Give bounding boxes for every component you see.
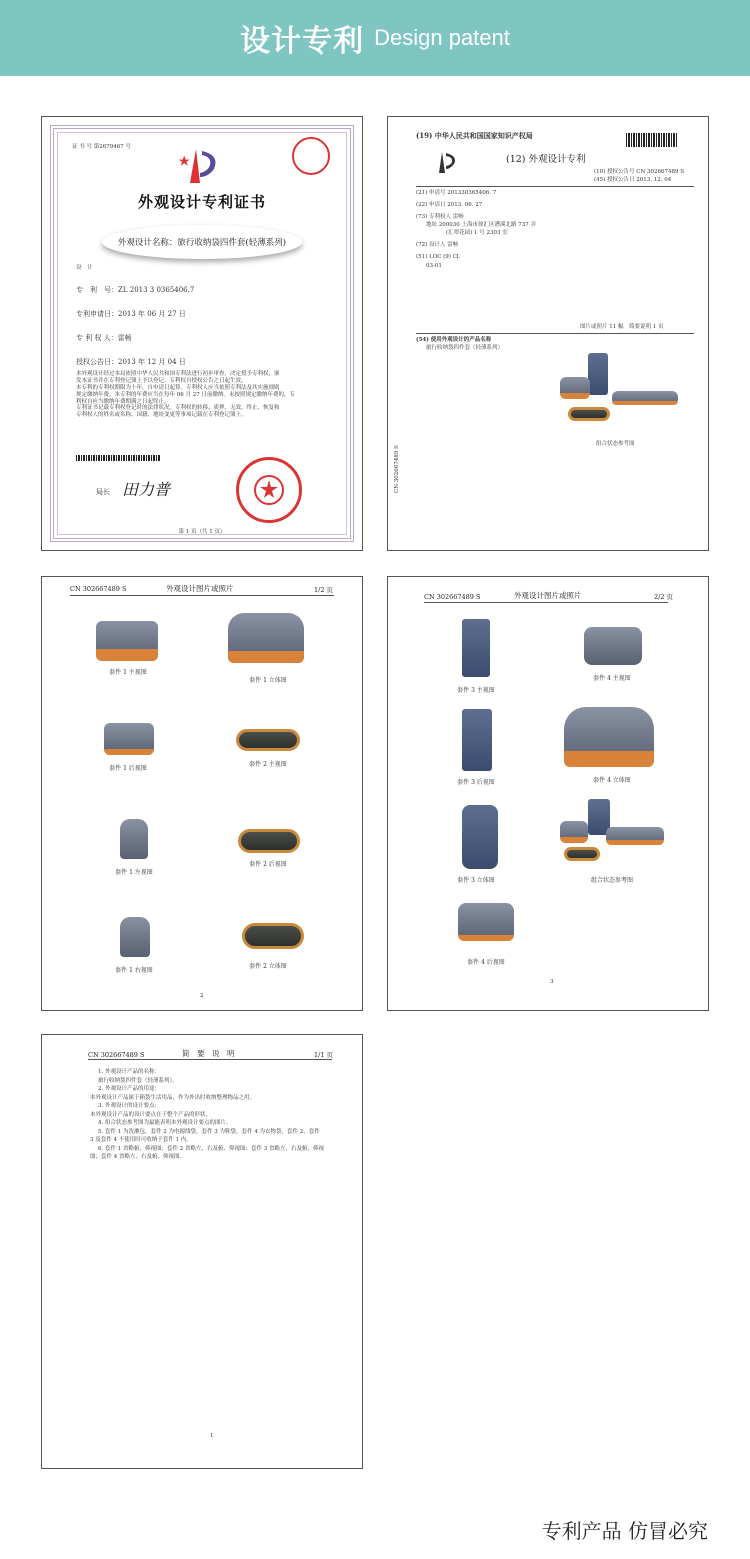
bag-clothes xyxy=(612,391,678,405)
design-photos-page-2 xyxy=(387,576,709,1011)
product-name: 旅行收纳袋四件套（轻薄系列） xyxy=(426,345,504,351)
brief-line: 图；套件 4 省略左、右及俯、仰视图。 xyxy=(90,1154,185,1161)
designer-line: 设 计 xyxy=(76,265,93,271)
director-label: 局长 xyxy=(96,488,110,496)
publication-number: (10) 授权公告号 CN 302667489 S xyxy=(594,169,685,175)
kit3-front-view xyxy=(462,619,490,677)
body-line: 规定缴纳年费。本专利的年费应当在每年 06 月 27 日前缴纳。未按照规定缴纳年费的，专 xyxy=(76,391,295,398)
caption-combination: 组合状态参考图 xyxy=(590,877,633,884)
certificate-title: 外观设计专利证书 xyxy=(137,193,266,211)
kit1-3d-view xyxy=(228,613,304,663)
caption-kit4-front: 套件 4 主视图 xyxy=(593,675,631,682)
publication-date: (45) 授权公告日 2013. 12. 04 xyxy=(594,177,672,183)
bag-toiletry xyxy=(560,377,590,399)
page-number: 1 xyxy=(210,1433,214,1439)
publication-barcode xyxy=(626,133,678,147)
reference-caption: 组合状态参考图 xyxy=(596,441,635,447)
caption-kit1-3d: 套件 1 立体图 xyxy=(249,677,287,684)
publication-logo xyxy=(432,151,462,175)
grant-date: 授权公告日：2013 年 12 月 04 日 xyxy=(76,358,186,366)
photos-title: 外观设计图片或照片 xyxy=(166,584,234,593)
kit4-back-view xyxy=(458,903,514,941)
director-signature: 田力普 xyxy=(122,480,171,499)
filing-date: 专利申请日：2013 年 06 月 27 日 xyxy=(76,310,186,318)
page-number: 3 xyxy=(550,979,554,985)
brief-body xyxy=(90,1068,338,1162)
caption-kit4-3d: 套件 4 立体图 xyxy=(593,777,631,784)
designer: (72) 设计人 雷畅 xyxy=(416,242,459,248)
caption-kit1-right: 套件 1 右视图 xyxy=(115,967,153,974)
patent-number: 专 利 号：ZL 2013 3 0365406.7 xyxy=(76,286,195,294)
application-number: (21) 申请号 201330365406. 7 xyxy=(416,190,497,196)
certificate-barcode xyxy=(76,455,160,461)
brief-line: 6. 套件 1 省略俯、仰视图；套件 2 省略左、右及俯、仰视图；套件 3 省略左、右及俯、仰视 xyxy=(98,1145,324,1152)
side-code: CN 302667489 S xyxy=(394,445,400,493)
brief-description xyxy=(41,1034,363,1469)
header-rule xyxy=(416,186,694,187)
body-line: 利权自应当缴纳年费期满之日起终止。 xyxy=(76,398,170,405)
kit3-3d-view xyxy=(462,805,498,869)
page-banner xyxy=(0,0,750,76)
document-type: (12) 外观设计专利 xyxy=(506,154,586,165)
certificate-footer: 第 1 页（共 1 页） xyxy=(178,529,226,535)
patent-office-logo xyxy=(176,147,228,187)
kit2-front-view xyxy=(236,729,300,751)
application-date: (22) 申请日 2013. 06. 27 xyxy=(416,202,483,208)
certificate-number: 证 书 号 第2679467 号 xyxy=(72,144,131,150)
banner-title-en: Design patent xyxy=(374,25,510,50)
doc-number: CN 302667489 S xyxy=(70,585,127,593)
design-photos-page-1 xyxy=(41,576,363,1011)
brief-line: 3 及套件 4 不使用时可收纳于套件 1 内。 xyxy=(90,1137,192,1144)
brief-line: 本外观设计产品属于箱袋生活用品，作为外出时收纳整理物品之用。 xyxy=(90,1094,256,1101)
photos-title: 外观设计图片或照片 xyxy=(514,591,582,600)
page-count: 2/2 页 xyxy=(654,593,674,601)
doc-number: CN 302667489 S xyxy=(424,593,481,601)
page-count: 1/1 页 xyxy=(314,1051,334,1059)
body-line: 专利权人的姓名或名称、国籍、地址变更等事项记载在专利登记簿上。 xyxy=(76,412,247,419)
address-line-2: (汇翠花园) 1 号 2303 室 xyxy=(446,230,508,236)
product-title: (54) 使用外观设计的产品名称 xyxy=(416,337,492,343)
combination-reference xyxy=(558,797,670,869)
page-number: 2 xyxy=(200,993,204,999)
kit1-front-view xyxy=(96,621,158,661)
loc-class-label: (51) LOC (9) Cl. xyxy=(416,254,461,260)
address-line-1: 地址 200030 上海市徐汇区漕溪北路 737 弄 xyxy=(426,222,536,228)
caption-kit3-front: 套件 3 主视图 xyxy=(457,687,495,694)
body-line: 本专利的专利权期限为十年，自申请日起算。专利权人应当依照专利法及其实施细则 xyxy=(76,384,280,391)
caption-kit1-left: 套件 1 左视图 xyxy=(115,869,153,876)
loc-class: 03-01 xyxy=(426,263,442,269)
caption-kit1-front: 套件 1 主视图 xyxy=(109,669,147,676)
brief-line: 3. 外观设计的设计要点： xyxy=(98,1103,160,1110)
kit4-front-view xyxy=(584,627,642,665)
caption-kit3-3d: 套件 3 立体图 xyxy=(457,877,495,884)
patent-publication xyxy=(387,116,709,551)
caption-kit2-3d: 套件 2 立体图 xyxy=(249,963,287,970)
header-rule xyxy=(424,602,668,603)
kit1-back-view xyxy=(104,723,154,755)
bag-cable xyxy=(568,407,610,421)
certificate-body xyxy=(76,371,338,419)
body-line: 发本证书并在专利登记簿上予以登记。专利权自授权公告之日起生效。 xyxy=(76,377,247,384)
caption-kit1-back: 套件 1 后视图 xyxy=(109,765,147,772)
combination-photo xyxy=(554,353,690,433)
kit2-back-view xyxy=(238,829,300,853)
caption-kit3-back: 套件 3 后视图 xyxy=(457,779,495,786)
office-red-seal xyxy=(236,457,302,523)
brief-line: 2. 外观设计产品的用途： xyxy=(98,1086,160,1093)
kit1-right-view xyxy=(120,917,150,957)
body-line: 本外观设计经过本局依照中华人民共和国专利法进行初步审查，决定授予专利权，颁 xyxy=(76,371,280,377)
office-name: (19) 中华人民共和国国家知识产权局 xyxy=(416,131,533,140)
patent-holder: (73) 专利权人 雷畅 xyxy=(416,214,464,220)
patent-certificate xyxy=(41,116,363,551)
top-red-seal xyxy=(292,137,330,175)
brief-line: 旅行收纳袋四件套（轻薄系列）。 xyxy=(98,1077,178,1084)
bag-shoe xyxy=(588,353,608,395)
patentee: 专 利 权 人：雷畅 xyxy=(76,334,132,342)
doc-number: CN 302667489 S xyxy=(88,1051,145,1059)
footer-notice: 专利产品 仿冒必究 xyxy=(541,1519,708,1543)
caption-kit4-back: 套件 4 后视图 xyxy=(467,959,505,966)
mid-rule xyxy=(416,333,694,334)
pages-note: 图片或照片 11 幅 简要说明 1 页 xyxy=(580,324,664,330)
brief-line: 本外观设计产品的设计要点在于整个产品的形状。 xyxy=(90,1111,212,1118)
kit1-left-view xyxy=(120,819,148,859)
body-line: 专利证书记载专利权登记时的法律状况。专利权的转移、质押、无效、终止、恢复和 xyxy=(76,405,280,412)
page-count: 1/2 页 xyxy=(314,586,334,594)
kit4-3d-view xyxy=(564,707,654,767)
header-rule xyxy=(70,595,334,596)
brief-line: 4. 组合状态参考图为最能表明本外观设计要点的图片。 xyxy=(98,1120,232,1127)
header-rule xyxy=(88,1059,332,1060)
banner-title-cn: 设计专利 xyxy=(240,24,365,59)
seal-emblem-icon xyxy=(239,460,299,520)
design-name-callout: 外观设计名称：旅行收纳袋四件套(轻薄系列) xyxy=(102,225,302,259)
caption-kit2-back: 套件 2 后视图 xyxy=(249,861,287,868)
kit2-3d-view xyxy=(242,923,304,949)
kit3-back-view xyxy=(462,709,492,771)
brief-line: 1. 外观设计产品的名称： xyxy=(98,1069,160,1075)
brief-title: 简 要 说 明 xyxy=(182,1049,235,1058)
brief-line: 5. 套件 1 为洗漱包，套件 2 为电源线袋，套件 3 为鞋袋，套件 4 为衣物袋，套件 2、套件 xyxy=(98,1128,320,1135)
caption-kit2-front: 套件 2 主视图 xyxy=(249,761,287,768)
